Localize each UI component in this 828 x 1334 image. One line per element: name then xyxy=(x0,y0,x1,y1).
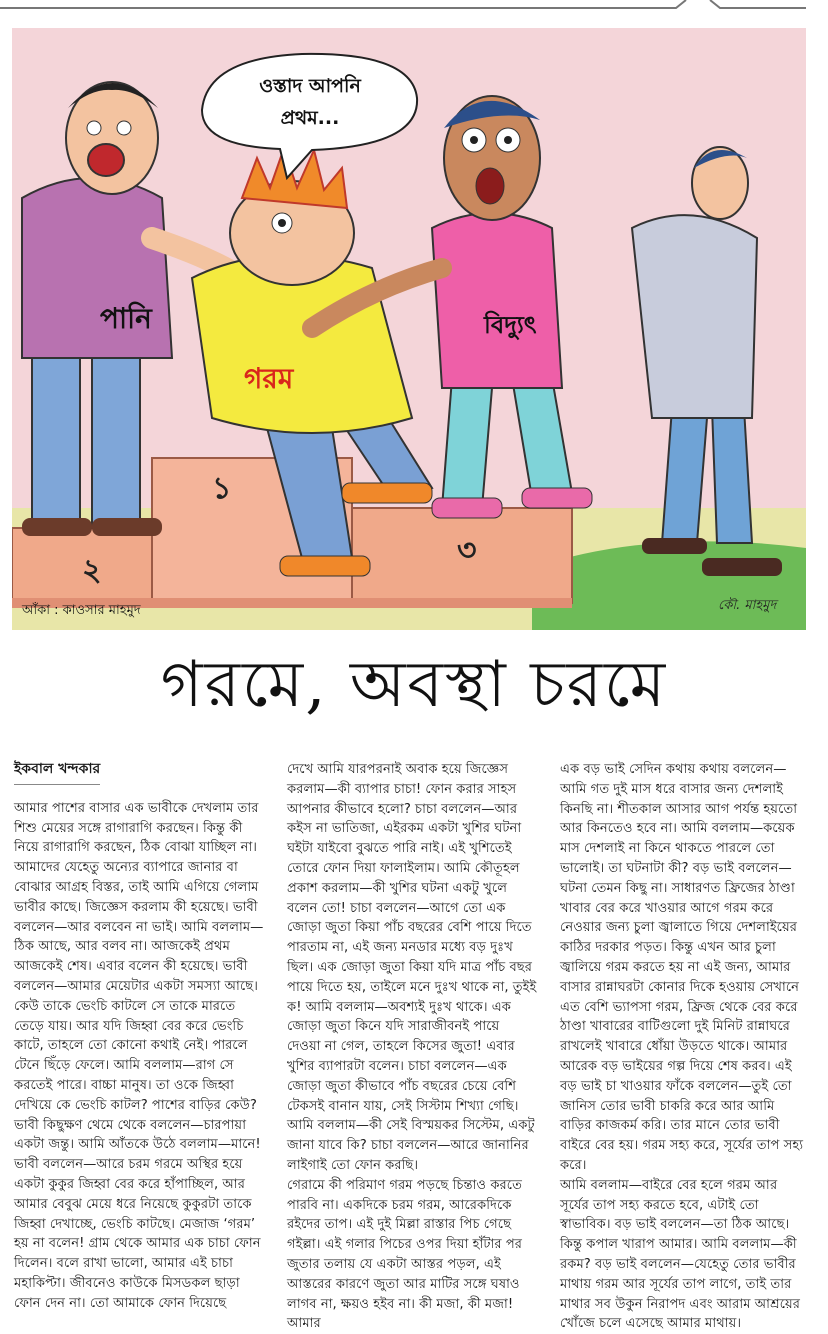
article-column-1 xyxy=(14,760,264,1314)
label-gorom: গরম xyxy=(244,362,294,395)
podium-number-1: ১ xyxy=(212,471,232,506)
podium-number-2: ২ xyxy=(82,553,102,588)
artist-signature: কৌ. মাহমুদ xyxy=(718,598,777,613)
illustration-credit: আঁকা : কাওসার মাহমুদ xyxy=(22,603,141,618)
byline: ইকবাল খন্দকার xyxy=(14,760,100,785)
column-2-paragraph-1: দেখে আমি যারপরনাই অবাক হয়ে জিজ্ঞেস করলাম—কী ব্যাপার চাচা! ফোন করার সাহস আপনার কীভাবে হলো? চাচা বললেন—আর কইস না ভাতিজা, এইরকম একটা খুশির ঘটনা ঘইটা যাইবো বুঝতে পারি নাই। এই খুশিতেই তোরে ফোন দিয়া ফালাইলাম। আমি কৌতূহল প্রকাশ করলাম—কী খুশির ঘটনা একটু খুলে বলেন তো! চাচা বললেন—আগে তো এক জোড়া জুতা কিয়া পাঁচ বছরের বেশি পায়ে দিতে পারতাম না, এই জন্য মনডার মধ্যে বড় দুঃখ ছিল। এক জোড়া জুতা কিয়া যদি মাত্র পাঁচ বছর পায়ে দিতে হয়, তাইলে মনে দুঃখ থাকে না, তুইই ক! আমি বললাম—অবশ্যই দুঃখ থাকে। এক জোড়া জুতা কিনে যদি সারাজীবনই পায়ে দেওয়া না গেল, তাহলে কিসের জুতা! এবার খুশির ব্যাপারটা বলেন। চাচা বললেন—এক জোড়া জুতা কীভাবে পাঁচ বছরের চেয়ে বেশি টেকসই বানান যায়, সেই সিস্টাম শিখ্যা গেছি। আমি বললাম—কী সেই বিস্ময়কর সিস্টেম, একটু জানা যাবে কি? চাচা বললেন—আরে জানানির লাইগাই তো ফোন করছি। xyxy=(287,762,537,1173)
top-frame-rule xyxy=(0,0,828,20)
cartoon-illustration xyxy=(12,28,806,630)
column-1-paragraph-1: আমার পাশের বাসার এক ভাবীকে দেখলাম তার শিশু মেয়ের সঙ্গে রাগারাগি করছেন। কিন্তু কী নিয়ে রাগারাগি করছেন, ঠিক বোঝা যাচ্ছিল না। আমাদের যেহেতু অন্যের ব্যাপারে জানার বা বোঝার আগ্রহ বিস্তর, তাই আমি এগিয়ে গেলাম ভাবীর কাছে। জিজ্ঞেস করলাম কী হয়েছে। ভাবী বললেন—আর বলবেন না ভাই। আমি বললাম—ঠিক আছে, আর বলব না। আজকেই প্রথম আজকেই শেষ। এবার বলেন কী হয়েছে। ভাবী বললেন—আমার মেয়েটার একটা সমস্যা আছে। কেউ তাকে ভেংচি কাটলে সে তাকে মারতে তেড়ে যায়। আর যদি জিহ্বা বের করে ভেংচি কাটে, তাহলে তো কোনো কথাই নেই। পারলে টেনে ছিঁড়ে ফেলে। আমি বললাম—রাগ সে করতেই পারে। বাচ্চা মানুষ। তা ওকে জিহ্বা দেখিয়ে কে ভেংচি কাটল? পাশের বাড়ির কেউ? ভাবী কিছুক্ষণ থেমে থেকে বললেন—চারপায়া একটা জন্তু। আমি আঁতকে উঠে বললাম—মানে! ভাবী বললেন—আরে চরম গরমে অস্থির হয়ে একটা কুকুর জিহ্বা বের করে হাঁপাচ্ছিল, আর আমার বেবুঝ মেয়ে ধরে নিয়েছে কুকুরটা তাকে জিহ্বা দেখাচ্ছে, ভেংচি কাটছে। মেজাজ ‘গরম’ হয় না বলেন! গ্রাম থেকে আমার এক চাচা ফোন দিলেন। বলে রাখা ভালো, আমার এই চাচা মহাকিপ্টা। জীবনেও কাউকে মিসডকল ছাড়া ফোন দেন না। তো আমাকে ফোন দিয়েছে xyxy=(14,800,264,1311)
column-3-paragraph-1: এক বড় ভাই সেদিন কথায় কথায় বললেন—আমি গত দুই মাস ধরে বাসার জন্য দেশলাই কিনছি না। শীতকাল আসার আগ পর্যন্ত হয়তো আর কিনতেও হবে না। আমি বললাম—কয়েক মাস দেশলাই না কিনে থাকতে পারলে তো ভালোই। তা ঘটনাটা কী? বড় ভাই বললেন—ঘটনা তেমন কিছু না। সাধারণত ফ্রিজের ঠাণ্ডা খাবার বের করে খাওয়ার আগে গরম করে নেওয়ার জন্য চুলা জ্বালাতে গিয়ে দেশলাইয়ের কাঠির দরকার পড়ত। কিন্তু এখন আর চুলা জ্বালিয়ে গরম করতে হয় না এই জন্য, আমার বাসার রান্নাঘরটা কোনার দিকে হওয়ায় সেখানে এত বেশি ভ্যাপসা গরম, ফ্রিজ থেকে বের করে ঠাণ্ডা খাবারের বাটিগুলো দুই মিনিট রান্নাঘরে রাখলেই খাবারে ধোঁয়া উড়তে থাকে। আমার আরেক বড় ভাইয়ের গল্প দিয়ে শেষ করব। এই বড় ভাই চা খাওয়ার ফাঁকে বললেন—তুই তো জানিস তোর ভাবী চাকরি করে আর আমি বাড়ির কাজকর্ম করি। তার মানে তোর ভাবী বাইরে বের হয়। গরম সহ্য করে, সূর্যের তাপ সহ্য করে। xyxy=(560,762,804,1173)
article-column-3 xyxy=(560,760,810,1334)
headline: গরমে, অবস্থা চরমে xyxy=(160,648,668,722)
label-biddut: বিদ্যুৎ xyxy=(484,311,537,339)
column-2-paragraph-2: গেরামে কী পরিমাণ গরম পড়ছে চিন্তাও করতে পারবি না। একদিকে চরম গরম, আরেকদিকে রইদের তাপ। এই দুই মিল্লা রাস্তার পিচ গেছে গইল্লা। এই গলার পিচের ওপর দিয়া হাঁটার পর জুতার তলায় যে একটা আস্তর পড়ল, এই আস্তরের কারণে জুতা আর মাটির সঙ্গে ঘষাও লাগব না, ক্ষয়ও হইব না। কী মজা, কী মজা! আমার xyxy=(287,1177,523,1332)
article-column-2 xyxy=(287,760,537,1334)
speech-bubble-line1: ওস্তাদ আপনি xyxy=(259,75,361,97)
speech-bubble-line2: প্রথম... xyxy=(280,107,340,129)
podium-number-3: ৩ xyxy=(457,533,477,568)
column-3-paragraph-2: আমি বললাম—বাইরে বের হলে গরম আর সূর্যের তাপ সহ্য করতে হবে, এটাই তো স্বাভাবিক। বড় ভাই বললেন—তা ঠিক আছে। কিন্তু কপাল খারাপ আমার। আমি বললাম—কী রকম? বড় ভাই বললেন—যেহেতু তোর ভাবীর মাথায় গরম আর সূর্যের তাপ লাগে, তাই তার মাথার সব উকুন নিরাপদ এবং আরাম আশ্রয়ের খোঁজে চলে এসেছে আমার মাথায়। xyxy=(560,1177,801,1332)
label-pani: পানি xyxy=(100,302,152,335)
